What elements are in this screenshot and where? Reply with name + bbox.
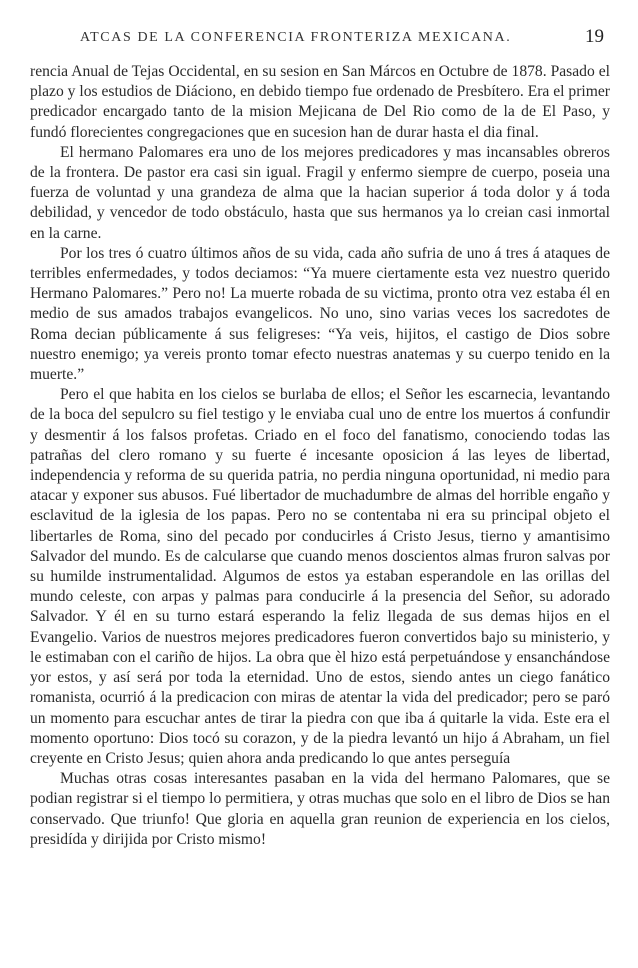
running-title: ATCAS DE LA CONFERENCIA FRONTERIZA MEXICANA. bbox=[80, 30, 512, 45]
paragraph-1: rencia Anual de Tejas Occidental, en su sesion en San Márcos en Octubre de 1878. Pasado el plazo y los estudios de Diáciono, en debido tiempo fue ordenado de Presbítero. Era el primer predicador encargado tanto de la mision Mejicana de Del Rio como de la de El Paso, y fundó florecientes congregaciones que en sucesion han de durar hasta el dia final. bbox=[30, 63, 610, 141]
paragraph-5: Muchas otras cosas interesantes pasaban en la vida del hermano Palomares, que se podian registrar si el tiempo lo permitiera, y otras muchas que solo en el libro de Dios se han conservado. Que triunfo! Que gloria en aquella gran reunion de experiencia en los cielos, presidída y dirijida por Cristo mismo! bbox=[30, 770, 610, 848]
body-text bbox=[30, 62, 610, 850]
paragraph-3: Por los tres ó cuatro últimos años de su vida, cada año sufria de uno á tres á ataques de terribles enfermedades, y todos deciamos: “Ya muere ciertamente esta vez nuestro querido Hermano Palomares.” Pero no! La muerte robada de su victima, pronto otra vez estaba él en medio de sus amados trabajos evangelicos. No uno, sino varias veces los sacredotes de Roma decian públicamente á sus feligreses: “Ya veis, hijitos, el castigo de Dios sobre nuestro enemigo; ya vereis pronto tomar efecto nuestras anatemas y su cuerpo tenido en la muerte.” bbox=[30, 244, 610, 384]
page-number: 19 bbox=[585, 26, 604, 47]
paragraph-4: Pero el que habita en los cielos se burlaba de ellos; el Señor les escarnecia, levantando de la boca del sepulcro su fiel testigo y le enviaba cual uno de entre los muertos á confundir y desmentir á los falsos profetas. Criado en el foco del fanatismo, conociendo todas las patrañas del clero romano y su fuerte é incesante oposicion á las leyes de libertad, independencia y reforma de su querida patria, no perdia ninguna oportunidad, ni medio para atacar y exponer sus abusos. Fué libertador de muchadumbre de almas del horrible engaño y esclavitud de la iglesia de los papas. Pero no se contentaba ni era su principal objeto el libertarles de Roma, sino del pecado por conducirles á Cristo Jesus, tierno y amantisimo Salvador del mundo. Es de calcularse que cuando menos doscientos almas fruron salvas por su humilde instrumentalidad. Algumos de estos ya estaban esperandole en las orillas del mundo celeste, con arpas y palmas para conducirle á la presencia del Señor, su adorado Salvador. Y él en su turno estará esperando la feliz llegada de sus demas hijos en el Evangelio. Varios de nuestros mejores predicadores fueron convertidos bajo su ministerio, y le estimaban con el cariño de hijos. La obra que èl hizo está perpetuándose y ensanchándose yor estos, y así será por toda la eternidad. Uno de estos, siendo antes un ciego fanático romanista, ocurrió á la predicacion con miras de atentar la vida del predicador; pero se paró un momento para escuchar antes de tirar la piedra con que iba á quitarle la vida. Este era el momento oportuno: Dios tocó su corazon, y de la piedra levantó un hijo á Abraham, un fiel creyente en Cristo Jesus; quien ahora anda predicando lo que antes perseguía bbox=[30, 386, 610, 767]
paragraph-2: El hermano Palomares era uno de los mejores predicadores y mas incansables obreros de la frontera. De pastor era casi sin igual. Fragil y enfermo siempre de cuerpo, poseia una fuerza de voluntad y una grandeza de alma que la hacian superior á toda dolor y á toda debilidad, y vencedor de todo obstáculo, hasta que sus hermanos ya lo creian casi inmortal en la carne. bbox=[30, 143, 610, 242]
page-header bbox=[38, 26, 608, 52]
